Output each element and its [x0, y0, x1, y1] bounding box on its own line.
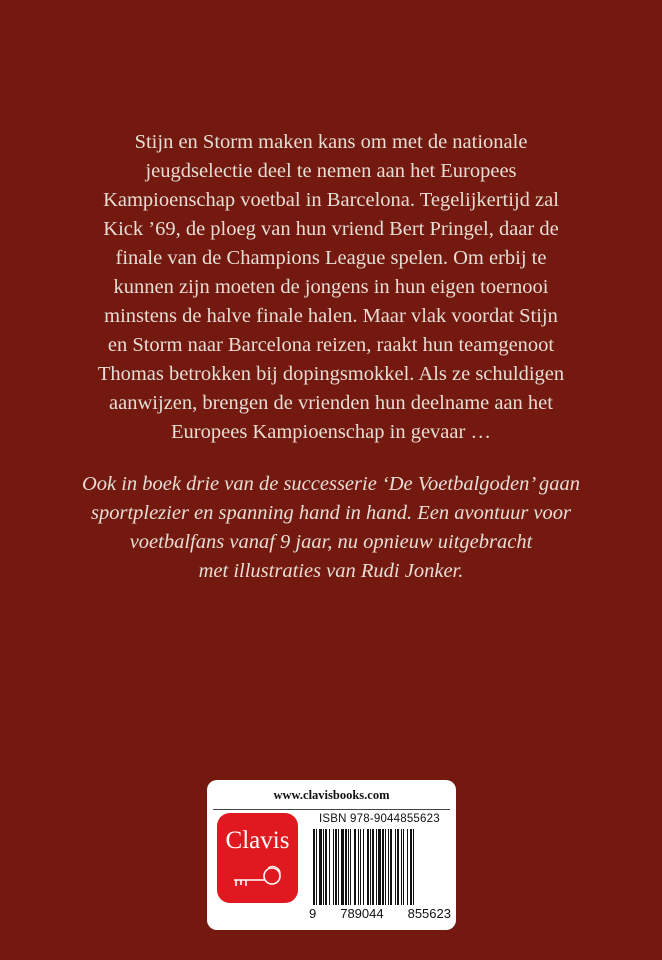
barcode-bar [319, 829, 322, 905]
barcode-bar [385, 829, 386, 905]
barcode-bar [378, 829, 381, 905]
barcode-bar [316, 829, 317, 905]
barcode-bar [329, 829, 330, 905]
synopsis-line: Kampioenschap voetbal in Barcelona. Tegelijkertijd zal [103, 189, 559, 211]
barcode-bar [363, 829, 364, 905]
barcode-bar [325, 829, 327, 905]
barcode-bar [413, 829, 414, 905]
barcode-bar [395, 829, 396, 905]
barcode-bar [407, 829, 408, 905]
synopsis-line: finale van de Champions League spelen. Om erbij te [115, 247, 547, 269]
barcode-bar [403, 829, 404, 905]
key-icon [231, 865, 285, 889]
publisher-url: www.clavisbooks.com [273, 788, 390, 802]
synopsis-paragraph [60, 128, 602, 447]
back-cover-blurb [60, 128, 602, 586]
series-info-line: sportplezier en spanning hand in hand. Een avontuur voor [90, 502, 571, 524]
barcode-bar [323, 829, 324, 905]
synopsis-line: minstens de halve finale halen. Maar vlak voordat Stijn [104, 305, 558, 327]
barcode-bar [390, 829, 392, 905]
isbn-label [207, 780, 456, 930]
barcode-bar [358, 829, 359, 905]
series-info-line: met illustraties van Rudi Jonker. [198, 560, 464, 582]
synopsis-line: Europees Kampioenschap in gevaar … [171, 421, 491, 443]
barcode-bar [376, 829, 377, 905]
barcode-bar [372, 829, 374, 905]
barcode-bar [401, 829, 402, 905]
barcode-bar [397, 829, 399, 905]
barcode-bar [382, 829, 384, 905]
synopsis-line: kunnen zijn moeten de jongens in hun eigen toernooi [113, 276, 549, 298]
barcode-digit-group: 855623 [407, 906, 451, 921]
synopsis-line: jeugdselectie deel te nemen aan het Europees [145, 160, 517, 182]
publisher-logo [217, 813, 298, 903]
synopsis-line: Stijn en Storm maken kans om met de nationale [134, 131, 528, 153]
synopsis-line: Kick ’69, de ploeg van hun vriend Bert Pringel, daar de [103, 218, 559, 240]
series-info-line: Ook in boek drie van de successerie ‘De Voetbalgoden’ gaan [81, 473, 581, 495]
barcode-bar [370, 829, 371, 905]
barcode-bar [367, 829, 369, 905]
barcode-bar [345, 829, 347, 905]
barcode [310, 829, 450, 905]
barcode-bar [341, 829, 344, 905]
barcode-bar [333, 829, 334, 905]
barcode-bar [335, 829, 337, 905]
barcode-bar [350, 829, 351, 905]
barcode-bar [360, 829, 361, 905]
series-info-paragraph [60, 470, 602, 586]
barcode-bar [313, 829, 315, 905]
barcode-bar [348, 829, 349, 905]
publisher-logo-text: Clavis [225, 827, 290, 854]
barcode-bar [338, 829, 339, 905]
barcode-digit-group: 789044 [340, 906, 384, 921]
barcode-bar [388, 829, 389, 905]
barcode-bar [354, 829, 356, 905]
barcode-bar [410, 829, 412, 905]
label-divider [213, 809, 450, 810]
series-info-line: voetbalfans vanaf 9 jaar, nu opnieuw uitgebracht [129, 531, 533, 553]
isbn-number: ISBN 978-9044855623 [319, 813, 440, 825]
barcode-digits [309, 906, 451, 921]
synopsis-line: en Storm naar Barcelona reizen, raakt hun teamgenoot [107, 334, 555, 356]
synopsis-line: aanwijzen, brengen de vrienden hun deelname aan het [109, 392, 553, 414]
synopsis-line: Thomas betrokken bij dopingsmokkel. Als ze schuldigen [97, 363, 565, 385]
barcode-digit-group: 9 [309, 906, 317, 921]
